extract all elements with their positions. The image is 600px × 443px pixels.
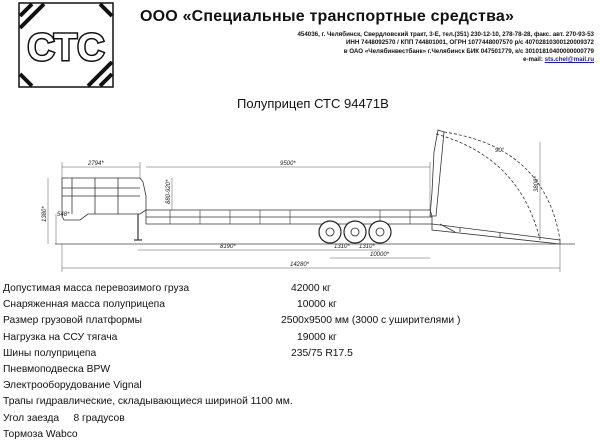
company-logo xyxy=(18,2,114,88)
wheels xyxy=(319,221,391,243)
dim-axle-space-1: 1310* xyxy=(334,244,350,250)
spec-label: Электрооборудование Vignal xyxy=(3,380,142,392)
company-name: ООО «Специальные транспортные средства» xyxy=(140,8,515,25)
svg-text:СТС: СТС xyxy=(27,27,105,69)
wheel-icon xyxy=(369,221,391,243)
spec-row xyxy=(3,427,593,443)
product-title: Полуприцеп СТС 94471В xyxy=(237,96,389,111)
spec-label: Тормоза Wabco xyxy=(3,428,78,440)
sts-logo-icon xyxy=(18,2,114,88)
spec-row xyxy=(3,297,593,313)
spec-value: 2500х9500 мм (3000 с уширителями ) xyxy=(281,315,461,327)
email-label: e-mail: xyxy=(522,56,543,64)
spec-label: Размер грузовой платформы xyxy=(3,315,142,327)
dim-front-overhang: 2794* xyxy=(88,161,104,167)
spec-label: Допустимая масса перевозимого груза xyxy=(3,283,190,294)
dim-gooseneck-height: 1380* xyxy=(42,206,48,222)
spec-label: Пневмоподвеска BPW xyxy=(3,363,111,375)
wheel-icon xyxy=(344,221,366,243)
spec-value: 10000 кг xyxy=(297,299,337,311)
spec-row xyxy=(3,313,593,329)
spec-label: Трапы гидравлические, складывающиеся шириной 1100 мм. xyxy=(3,396,293,408)
email-link[interactable]: sts.chel@mail.ru xyxy=(544,56,594,64)
trailer-drawing xyxy=(0,112,600,280)
ramp xyxy=(430,130,444,216)
spec-value: 42000 кг xyxy=(291,283,331,294)
bank-line: в ОАО «Челябинвестбанк» г.Челябинск БИК 047501779, к/с 30101810400000000779 xyxy=(343,47,594,55)
specs-list xyxy=(3,281,593,443)
spec-value: 235/75 R17.5 xyxy=(291,347,353,359)
spec-row xyxy=(3,394,593,410)
spec-label: Снаряженная масса полуприцепа xyxy=(3,299,165,311)
spec-row xyxy=(3,346,593,362)
spec-label: Угол заезда 8 градусов xyxy=(3,412,125,424)
dim-deck-height: 880-920* xyxy=(166,179,172,204)
dim-ramp-height: 3800* xyxy=(534,176,540,192)
dim-axle-space-2: 1310* xyxy=(359,244,375,250)
spec-value: 19000 кг xyxy=(297,331,337,343)
dim-ramp-angle: 90° xyxy=(495,148,505,154)
spec-row xyxy=(3,330,593,346)
spec-row xyxy=(3,378,593,394)
spec-row xyxy=(3,411,593,427)
address-line: 454036, г. Челябинск, Свердловский тракт, 3-Е, тел.(351) 230-12-10, 278-78-28, факс. авт. 270-93-53 xyxy=(297,31,594,38)
email-line xyxy=(190,56,594,64)
spec-label: Нагрузка на ССУ тягача xyxy=(3,331,118,343)
spec-label: Шины полуприцепа xyxy=(3,347,97,359)
dim-small: 548* xyxy=(57,212,70,218)
legal-line: ИНН 7448092570 / КПП 744801001, ОГРН 1077448007570 р/с 40702810300120009372 xyxy=(345,39,594,47)
company-requisites xyxy=(190,31,594,65)
dim-total-length: 14280* xyxy=(290,262,310,268)
dim-platform-length: 9500* xyxy=(280,161,296,167)
dim-rear: 10000* xyxy=(370,252,390,258)
dim-kingpin-axle: 8190* xyxy=(220,244,236,250)
ramp-lowered xyxy=(432,224,560,244)
wheel-icon xyxy=(319,221,341,243)
gooseneck-body xyxy=(62,178,146,220)
spec-row xyxy=(3,281,593,297)
spec-row xyxy=(3,362,593,378)
